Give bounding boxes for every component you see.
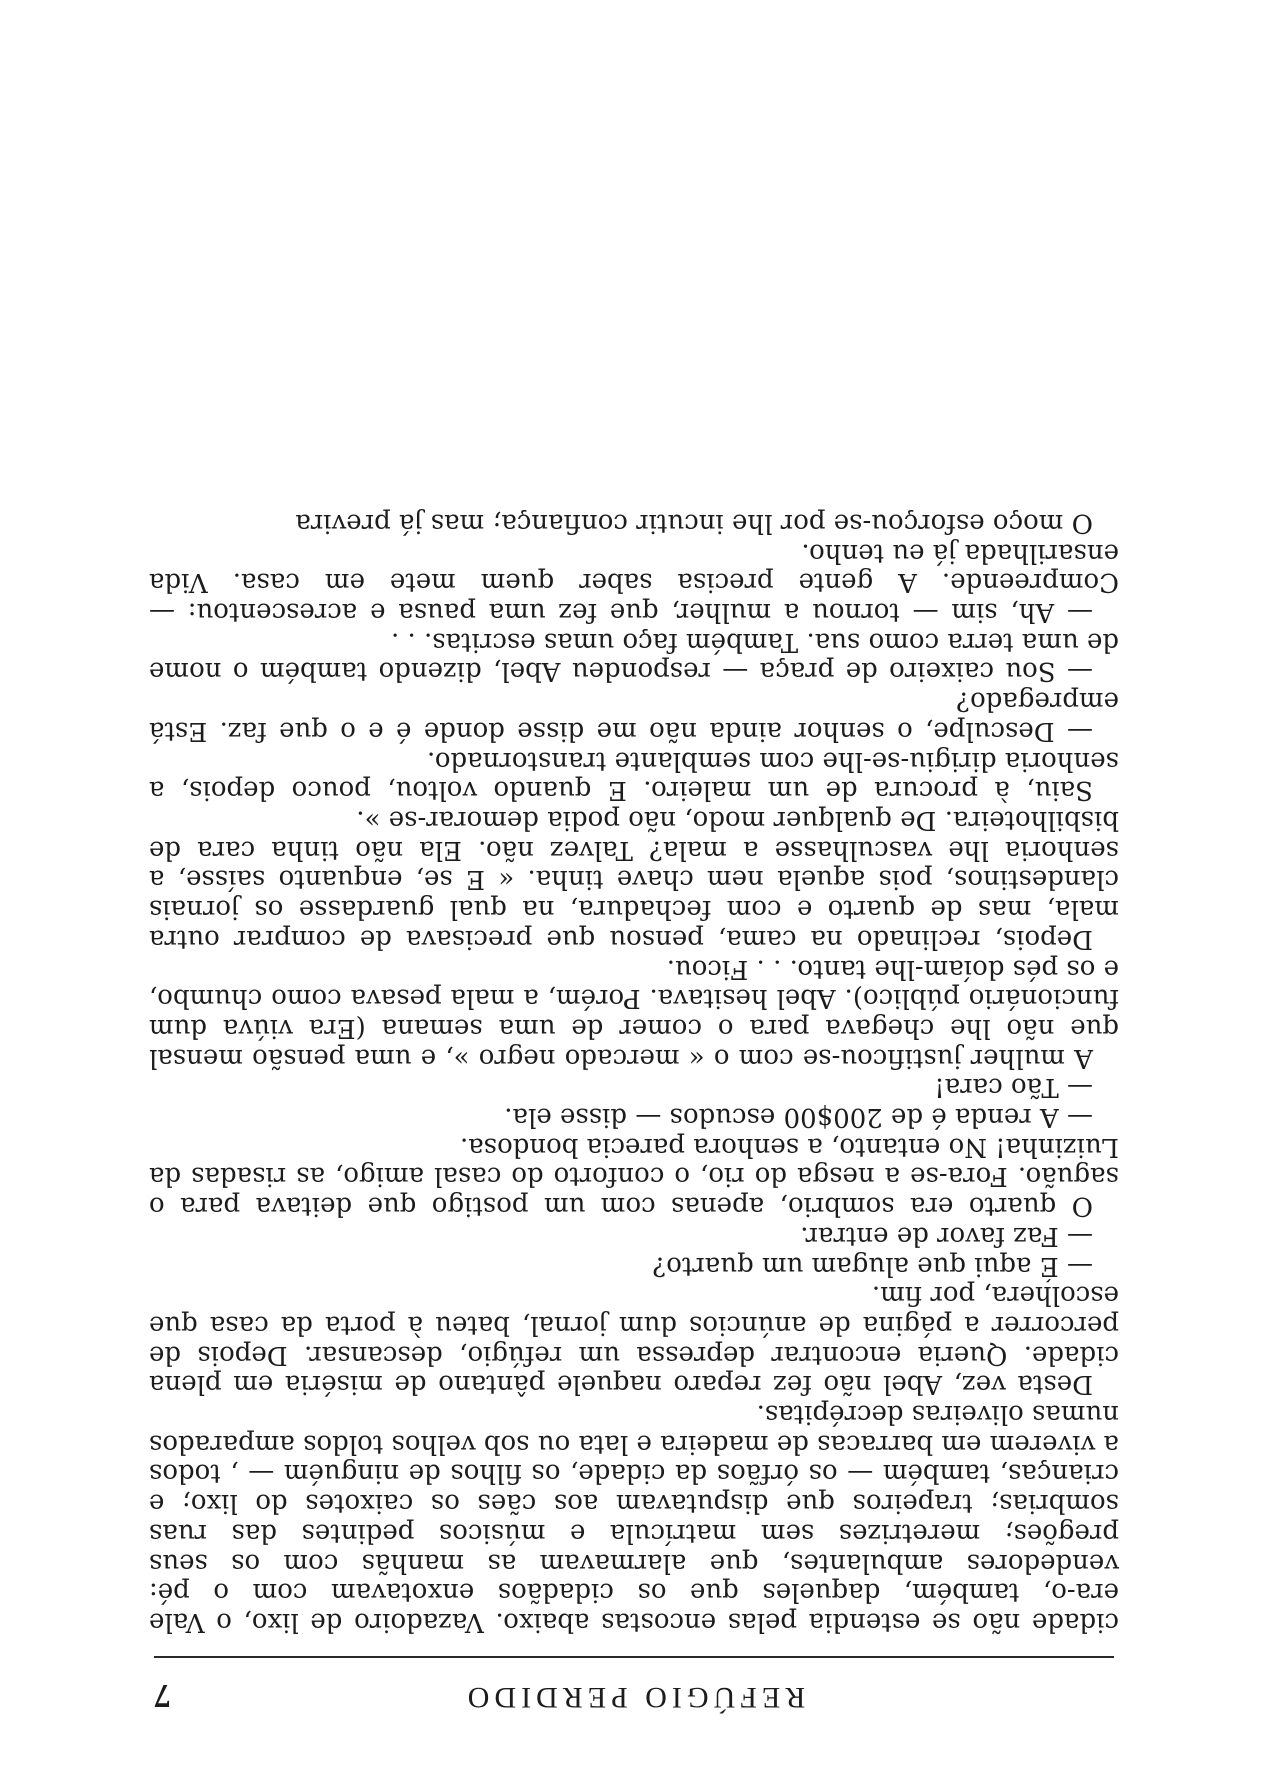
paragraph: O moço esforçou-se por lhe incutir confiança; mas já previra <box>295 507 1093 538</box>
dialog-line: — Faz favor de entrar. <box>800 1220 1093 1251</box>
header-rule <box>154 1656 1114 1658</box>
paragraph: A mulher justificou-se com o « mercado negro », e uma pensão mensal que não lhe chegava para o comer de uma semana (Era viúva dum funcionário público). Abel hesitava. Porém, a mala pesava como chumbo, e os pés doíam-lhe tanto. . . Ficou. <box>149 953 1119 1073</box>
paragraph: Saiu, à procura de um maleiro. E quando voltou, pouco depois, a senhoria dirigiu-se-lhe com semblante transtornado. <box>149 745 1119 806</box>
dialog-line: — É aqui que alugam um quarto? <box>652 1250 1093 1281</box>
paragraph: cidade não se estendia pelas encostas abaixo. Vazadoiro de lixo, o Vale era-o, também, daqueles que os cidadãos enxotavam com o pé: vendedores ambulantes, que alarmavam as manhãs com os seus pregões; meretrizes sem matrícula e músicos pedintes das ruas sombrias; trapeiros que disputavam aos cães os caixotes do lixo; e crianças, também — os órfãos da cidade, os filhos de ninguém — , todos a viverem em barracas de madeira e lata ou sob velhos toldos amparados numas oliveiras decrépitas. <box>149 1399 1119 1637</box>
dialog-line: — Tão cara! <box>934 1072 1093 1103</box>
dialog-line: — A renda é de 200$00 escudos — disse ela. <box>504 1102 1093 1133</box>
dialog-line: — Sou caixeiro de praça — respondeu Abel, dizendo também o nome de uma terra como sua. Também faço umas escritas. . . <box>149 626 1119 687</box>
dialog-line: — Desculpe, o senhor ainda não me disse donde é e o que faz. Está empregado? <box>149 686 1119 746</box>
paragraph: O quarto era sombrio, apenas com um postigo que deitava para o saguão. Fora-se a nesga do rio, o conforto do casal amigo, as risadas da Luizinha! No entanto, a senhora parecia bondosa. <box>149 1131 1119 1222</box>
page-header <box>154 1674 1114 1714</box>
dialog-line: — Ah, sim — tornou a mulher, que fez uma pausa e acrescentou: — Compreende. A gente precisa saber quem mete em casa. Vida ensarilhada já eu tenho. <box>149 537 1119 628</box>
body-text <box>149 507 1119 1636</box>
paragraph: Desta vez, Abel não fez reparo naquele pântano de miséria em plena cidade. Queria encontrar depressa um refúgio, descansar. Depois de percorrer a página de anúncios dum jornal, bateu à porta da casa que escolhera, por fim. <box>149 1280 1119 1400</box>
page-number: 7 <box>154 1677 171 1714</box>
paragraph: Depois, reclinado na cama, pensou que precisava de comprar outra mala, mas de quarto e com fechadura, na qual guardasse os jornais clandestinos, pois aquela nem chave tinha. « E se, enquanto saísse, a senhoria lhe vasculhasse a mala? Talvez não. Ela não tinha cara de bisbilhoteira. De qualquer modo, não podia demorar-se ». <box>149 805 1119 954</box>
running-title: REFÚGIO PERDIDO <box>462 1681 806 1714</box>
